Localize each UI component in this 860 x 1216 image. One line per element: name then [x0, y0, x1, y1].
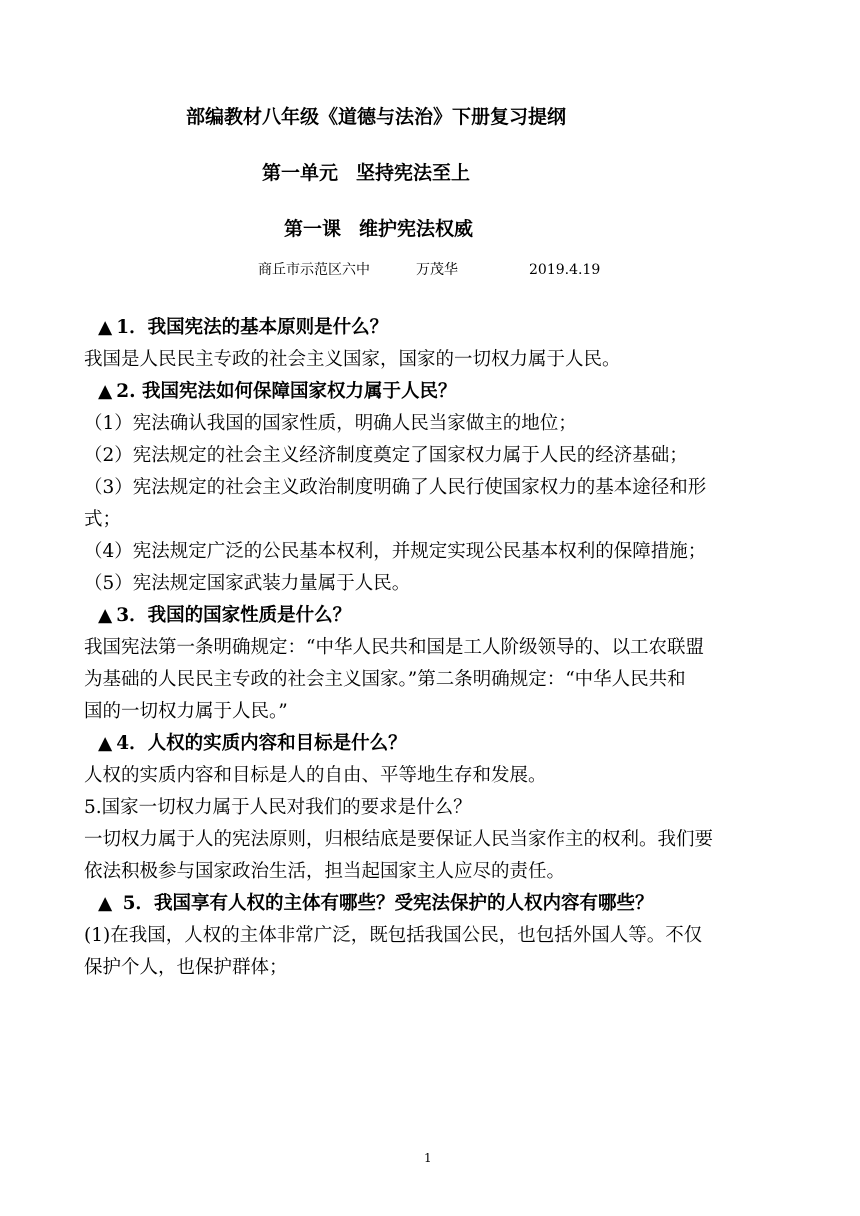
- answer-3-line-1: 我国宪法第一条明确规定：“中华人民共和国是工人阶级领导的、以工农联盟: [84, 637, 704, 658]
- question-2: ▲ 2. 我国宪法如何保障国家权力属于人民？: [84, 376, 784, 408]
- answer-1: 我国是人民民主专政的社会主义国家，国家的一切权力属于人民。: [84, 349, 621, 370]
- author-name: 万茂华: [416, 262, 458, 278]
- lesson-name: 维护宪法权威: [359, 218, 474, 240]
- answer-5a-line-2: 依法积极参与国家政治生活，担当起国家主人应尽的责任。: [84, 861, 566, 882]
- answer-2-item-3: （3）宪法规定的社会主义政治制度明确了人民行使国家权力的基本途径和形: [84, 477, 707, 498]
- answer-3-line-3: 国的一切权力属于人民。”: [84, 701, 288, 722]
- triangle-icon: ▲: [98, 317, 113, 338]
- unit-number: 第一单元: [262, 162, 339, 184]
- lesson-number: 第一课: [284, 218, 342, 240]
- question-5a: 5.国家一切权力属于人民对我们的要求是什么？: [84, 797, 472, 818]
- triangle-icon: ▲: [98, 733, 113, 754]
- answer-2-item-5: （5）宪法规定国家武装力量属于人民。: [84, 573, 411, 594]
- triangle-icon: ▲: [98, 605, 113, 626]
- question-5b: ▲ 5．我国享有人权的主体有哪些？受宪法保护的人权内容有哪些？: [84, 888, 784, 920]
- unit-title: [262, 158, 470, 185]
- question-1: ▲ 1．我国宪法的基本原则是什么？: [84, 312, 784, 344]
- answer-2-item-3-cont: 式；: [84, 509, 122, 530]
- answer-3-line-2: 为基础的人民民主专政的社会主义国家。”第二条明确规定：“中华人民共和: [84, 669, 686, 690]
- answer-2-item-2: （2）宪法规定的社会主义经济制度奠定了国家权力属于人民的经济基础；: [84, 445, 688, 466]
- answer-2-item-1: （1）宪法确认我国的国家性质，明确人民当家做主的地位；: [84, 413, 577, 434]
- body-text: [84, 312, 784, 984]
- school-name: 商丘市示范区六中: [258, 262, 370, 278]
- page-number: 1: [424, 1151, 432, 1165]
- question-4: ▲ 4．人权的实质内容和目标是什么？: [84, 728, 784, 760]
- answer-5a-line-1: 一切权力属于人的宪法原则，归根结底是要保证人民当家作主的权利。我们要: [84, 829, 714, 850]
- date: 2019.4.19: [529, 262, 601, 278]
- answer-4: 人权的实质内容和目标是人的自由、平等地生存和发展。: [84, 765, 547, 786]
- triangle-icon: ▲: [98, 381, 113, 402]
- answer-5b-line-2: 保护个人，也保护群体；: [84, 957, 288, 978]
- question-3: ▲ 3．我国的国家性质是什么？: [84, 600, 784, 632]
- answer-5b-line-1: (1)在我国，人权的主体非常广泛，既包括我国公民，也包括外国人等。不仅: [84, 925, 703, 946]
- unit-name: 坚持宪法至上: [356, 162, 471, 184]
- lesson-title: [284, 214, 473, 241]
- document-title: 部编教材八年级《道德与法治》下册复习提纲: [186, 106, 567, 128]
- author-line: [258, 259, 600, 279]
- answer-2-item-4: （4）宪法规定广泛的公民基本权利，并规定实现公民基本权利的保障措施；: [84, 541, 707, 562]
- triangle-icon: ▲: [98, 893, 113, 914]
